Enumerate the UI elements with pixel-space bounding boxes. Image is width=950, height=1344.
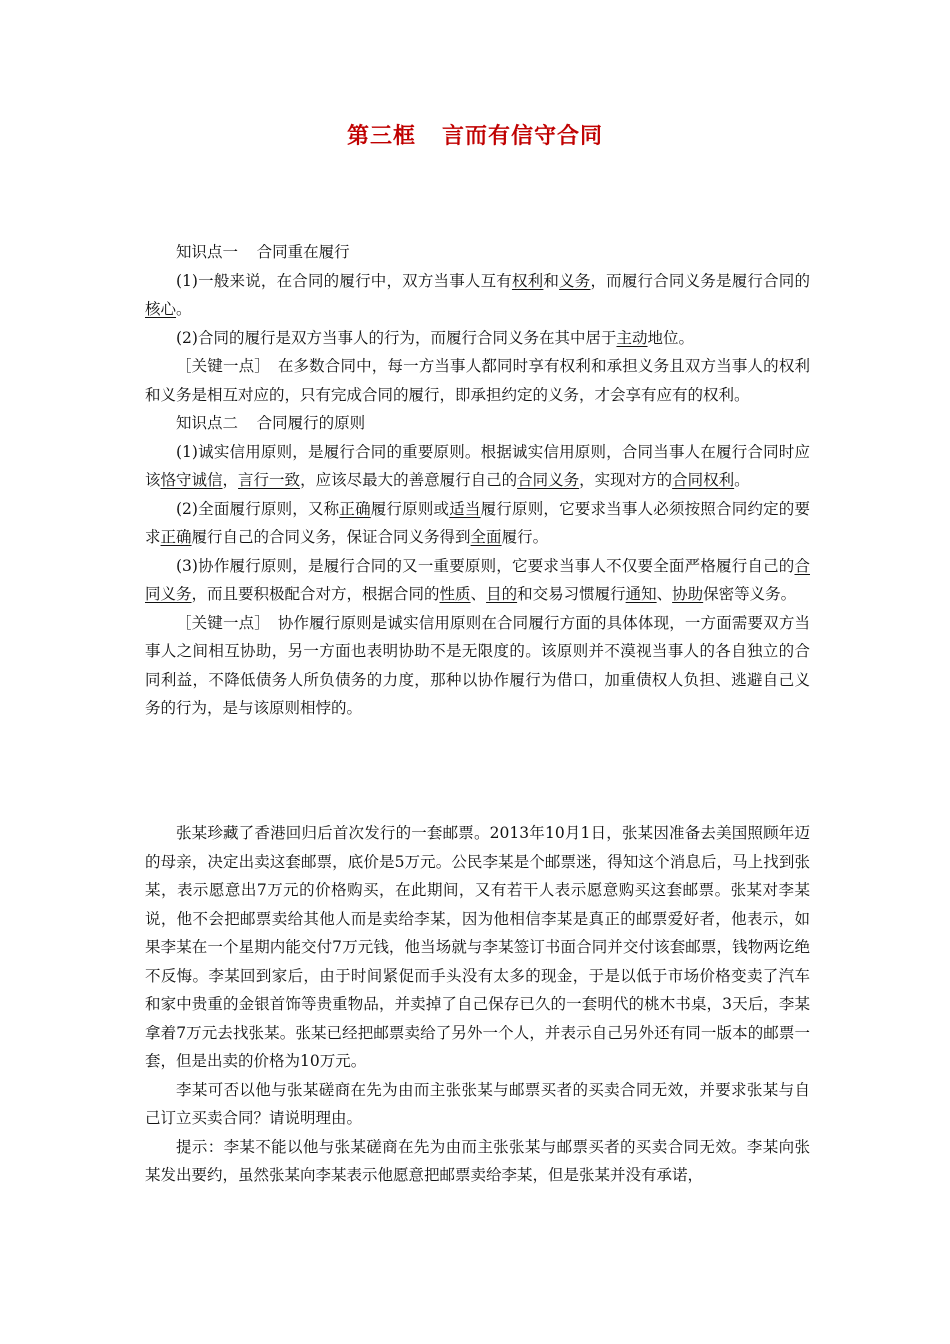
case-story: 张某珍藏了香港回归后首次发行的一套邮票。2013年10月1日，张某因准备去美国照顾年迈的母亲，决定出卖这套邮票，底价是5万元。公民李某是个邮票迷，得知这个消息后，马上找到张某，表示愿意出7万元的价格购买，在此期间，又有若干人表示愿意购买这套邮票。张某对李某说，他不会把邮票卖给其他人而是卖给李某，因为他相信李某是真正的邮票爱好者，他表示，如果李某在一个星期内能交付7万元钱，他当场就与李某签订书面合同并交付该套邮票，钱物两讫绝不反悔。李某回到家后，由于时间紧促而手头没有太多的现金，于是以低于市场价格变卖了汽车和家中贵重的金银首饰等贵重物品，并卖掉了自己保存已久的一套明代的桃木书桌，3天后，李某拿着7万元去找张某。张某已经把邮票卖给了另外一个人，并表示自己另外还有同一版本的邮票一套，但是出卖的价格为10万元。 xyxy=(145,824,810,1070)
page-title xyxy=(0,119,950,150)
knowledge-point-1-item-2: (2)合同的履行是双方当事人的行为，而履行合同义务在其中居于主动地位。 xyxy=(176,328,694,347)
case-hint: 提示：李某不能以他与张某磋商在先为由而主张张某与邮票买者的买卖合同无效。李某向张某发出要约，虽然张某向李某表示他愿意把邮票卖给李某，但是张某并没有承诺， xyxy=(145,1137,810,1184)
knowledge-point-1-item-1: (1)一般来说，在合同的履行中，双方当事人互有权利和义务，而履行合同义务是履行合同的核心。 xyxy=(145,271,810,318)
case-section xyxy=(145,819,810,1190)
knowledge-point-2-item-2: (2)全面履行原则，又称正确履行原则或适当履行原则，它要求当事人必须按照合同约定的要求正确履行自己的合同义务，保证合同义务得到全面履行。 xyxy=(145,499,810,546)
knowledge-section xyxy=(145,238,810,723)
knowledge-point-1-heading: 知识点一 合同重在履行 xyxy=(176,243,350,261)
knowledge-point-2-item-3: (3)协作履行原则，是履行合同的又一重要原则，它要求当事人不仅要全面严格履行自己的合同义务，而且要积极配合对方，根据合同的性质、目的和交易习惯履行通知、协助保密等义务。 xyxy=(145,556,810,603)
knowledge-point-2-heading: 知识点二 合同履行的原则 xyxy=(176,414,366,432)
case-question: 李某可否以他与张某磋商在先为由而主张张某与邮票买者的买卖合同无效，并要求张某与自己订立买卖合同？请说明理由。 xyxy=(145,1080,810,1127)
title-frame: 第三框 xyxy=(346,124,416,149)
knowledge-point-2-key-note: ［关键一点］ 协作履行原则是诚实信用原则在合同履行方面的具体体现，一方面需要双方当事人之间相互协助，另一方面也表明协助不是无限度的。该原则并不漠视当事人的各自独立的合同利益，不降低债务人所负债务的力度，那种以协作履行为借口，加重债权人负担、逃避自己义务的行为，是与该原则相悖的。 xyxy=(145,613,810,717)
knowledge-point-2-item-1: (1)诚实信用原则，是履行合同的重要原则。根据诚实信用原则，合同当事人在履行合同时应该恪守诚信，言行一致，应该尽最大的善意履行自己的合同义务，实现对方的合同权利。 xyxy=(145,442,810,489)
knowledge-point-1-key-note: ［关键一点］ 在多数合同中，每一方当事人都同时享有权利和承担义务且双方当事人的权利和义务是相互对应的，只有完成合同的履行，即承担约定的义务，才会享有应有的权利。 xyxy=(145,357,810,404)
title-topic: 言而有信守合同 xyxy=(442,124,604,149)
